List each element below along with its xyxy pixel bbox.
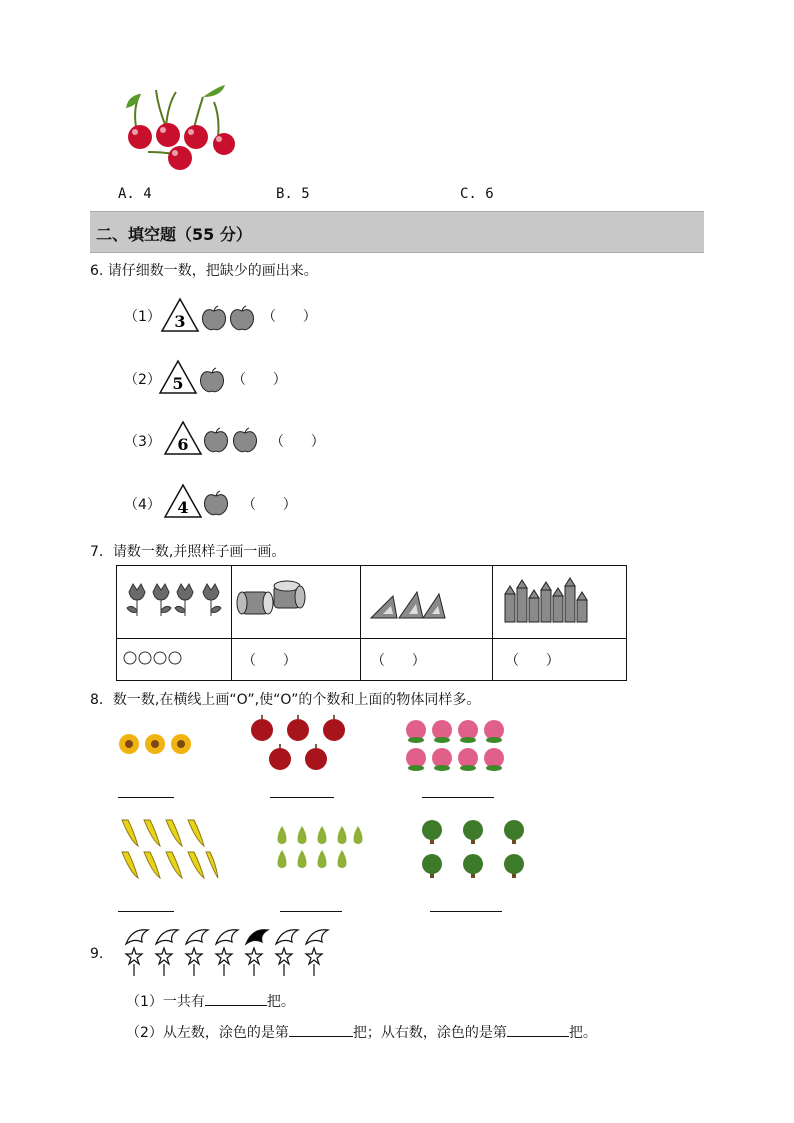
drums-answer-cell[interactable] <box>232 639 361 681</box>
circles-example-cell <box>117 639 232 681</box>
pears-illustration <box>272 822 366 872</box>
triangles-cell <box>361 566 493 639</box>
answer-blank[interactable]: （ ） <box>262 309 317 325</box>
q6-row-label: （2） <box>124 372 161 388</box>
pencils-illustration <box>493 570 626 630</box>
section-title: 二、填空题（55 分） <box>96 225 252 244</box>
q6-row-label: （1） <box>124 309 161 325</box>
answer-blank[interactable]: （ ） <box>371 652 426 669</box>
answer-blank[interactable]: （ ） <box>232 372 287 388</box>
flowers-cell <box>117 566 232 639</box>
triangle-number: 3 <box>174 312 186 331</box>
cherries-illustration <box>118 82 243 174</box>
section-header <box>90 211 704 253</box>
answer-blank[interactable]: （ ） <box>242 652 297 669</box>
question-6-prompt: 6. 请仔细数一数，把缺少的画出来。 <box>90 263 318 279</box>
question-7-prompt: 7．请数一数,并照样子画一画。 <box>90 544 286 560</box>
pencils-cell <box>493 566 627 639</box>
answer-blank[interactable]: （ ） <box>270 434 325 450</box>
apple-icon <box>199 367 225 393</box>
answer-line[interactable] <box>507 1022 569 1037</box>
q6-row-label: （3） <box>124 434 161 450</box>
wands-illustration <box>118 926 338 978</box>
q6-row-label: （4） <box>124 497 161 513</box>
apples-illustration <box>246 714 356 774</box>
trees-illustration <box>414 814 532 884</box>
question-7-table <box>116 565 627 681</box>
drums-cell <box>232 566 361 639</box>
apple-icon <box>203 427 229 453</box>
answer-blank[interactable]: （ ） <box>505 652 560 669</box>
answer-line[interactable] <box>270 797 334 798</box>
option-c[interactable]: C. 6 <box>460 186 494 202</box>
answer-line[interactable] <box>430 911 502 912</box>
number-triangle <box>163 420 203 456</box>
bananas-illustration <box>118 816 222 884</box>
q9-sub2-text-mid: 把；从右数，涂色的是第 <box>352 1025 507 1041</box>
sunflowers-illustration <box>116 728 196 760</box>
triangle-pieces-illustration <box>361 570 492 630</box>
number-triangle <box>158 359 198 395</box>
triangle-number: 4 <box>177 498 189 517</box>
q9-sub2-text-end: 把。 <box>568 1025 597 1041</box>
q9-sub2 <box>126 1022 597 1042</box>
q9-sub1 <box>126 991 295 1011</box>
example-circles <box>117 648 231 668</box>
apple-icon <box>232 427 258 453</box>
triangle-number: 6 <box>177 435 189 454</box>
answer-line[interactable] <box>289 1022 353 1037</box>
apple-icon <box>203 490 229 516</box>
q9-sub1-text: （1）一共有 <box>126 994 205 1010</box>
q9-sub1-text-end: 把。 <box>266 994 295 1010</box>
answer-line[interactable] <box>422 797 494 798</box>
triangles-answer-cell[interactable] <box>361 639 493 681</box>
question-9-number: 9. <box>90 946 104 962</box>
pencils-answer-cell[interactable] <box>493 639 627 681</box>
number-triangle <box>160 297 200 333</box>
answer-line[interactable] <box>205 991 267 1006</box>
apple-icon <box>201 305 227 331</box>
question-8-prompt: 8．数一数,在横线上画“O”,使“O”的个数和上面的物体同样多。 <box>90 692 481 708</box>
option-b[interactable]: B. 5 <box>276 186 310 202</box>
answer-line[interactable] <box>118 797 174 798</box>
q9-sub2-text: （2）从左数，涂色的是第 <box>126 1025 289 1041</box>
tulip-flowers-illustration <box>117 570 231 630</box>
answer-line[interactable] <box>280 911 342 912</box>
number-triangle <box>163 483 203 519</box>
triangle-number: 5 <box>172 374 184 393</box>
apple-icon <box>229 305 255 331</box>
peaches-illustration <box>402 716 512 774</box>
option-a[interactable]: A. 4 <box>118 186 152 202</box>
answer-line[interactable] <box>118 911 174 912</box>
drums-illustration <box>232 570 360 630</box>
answer-blank[interactable]: （ ） <box>242 497 297 513</box>
